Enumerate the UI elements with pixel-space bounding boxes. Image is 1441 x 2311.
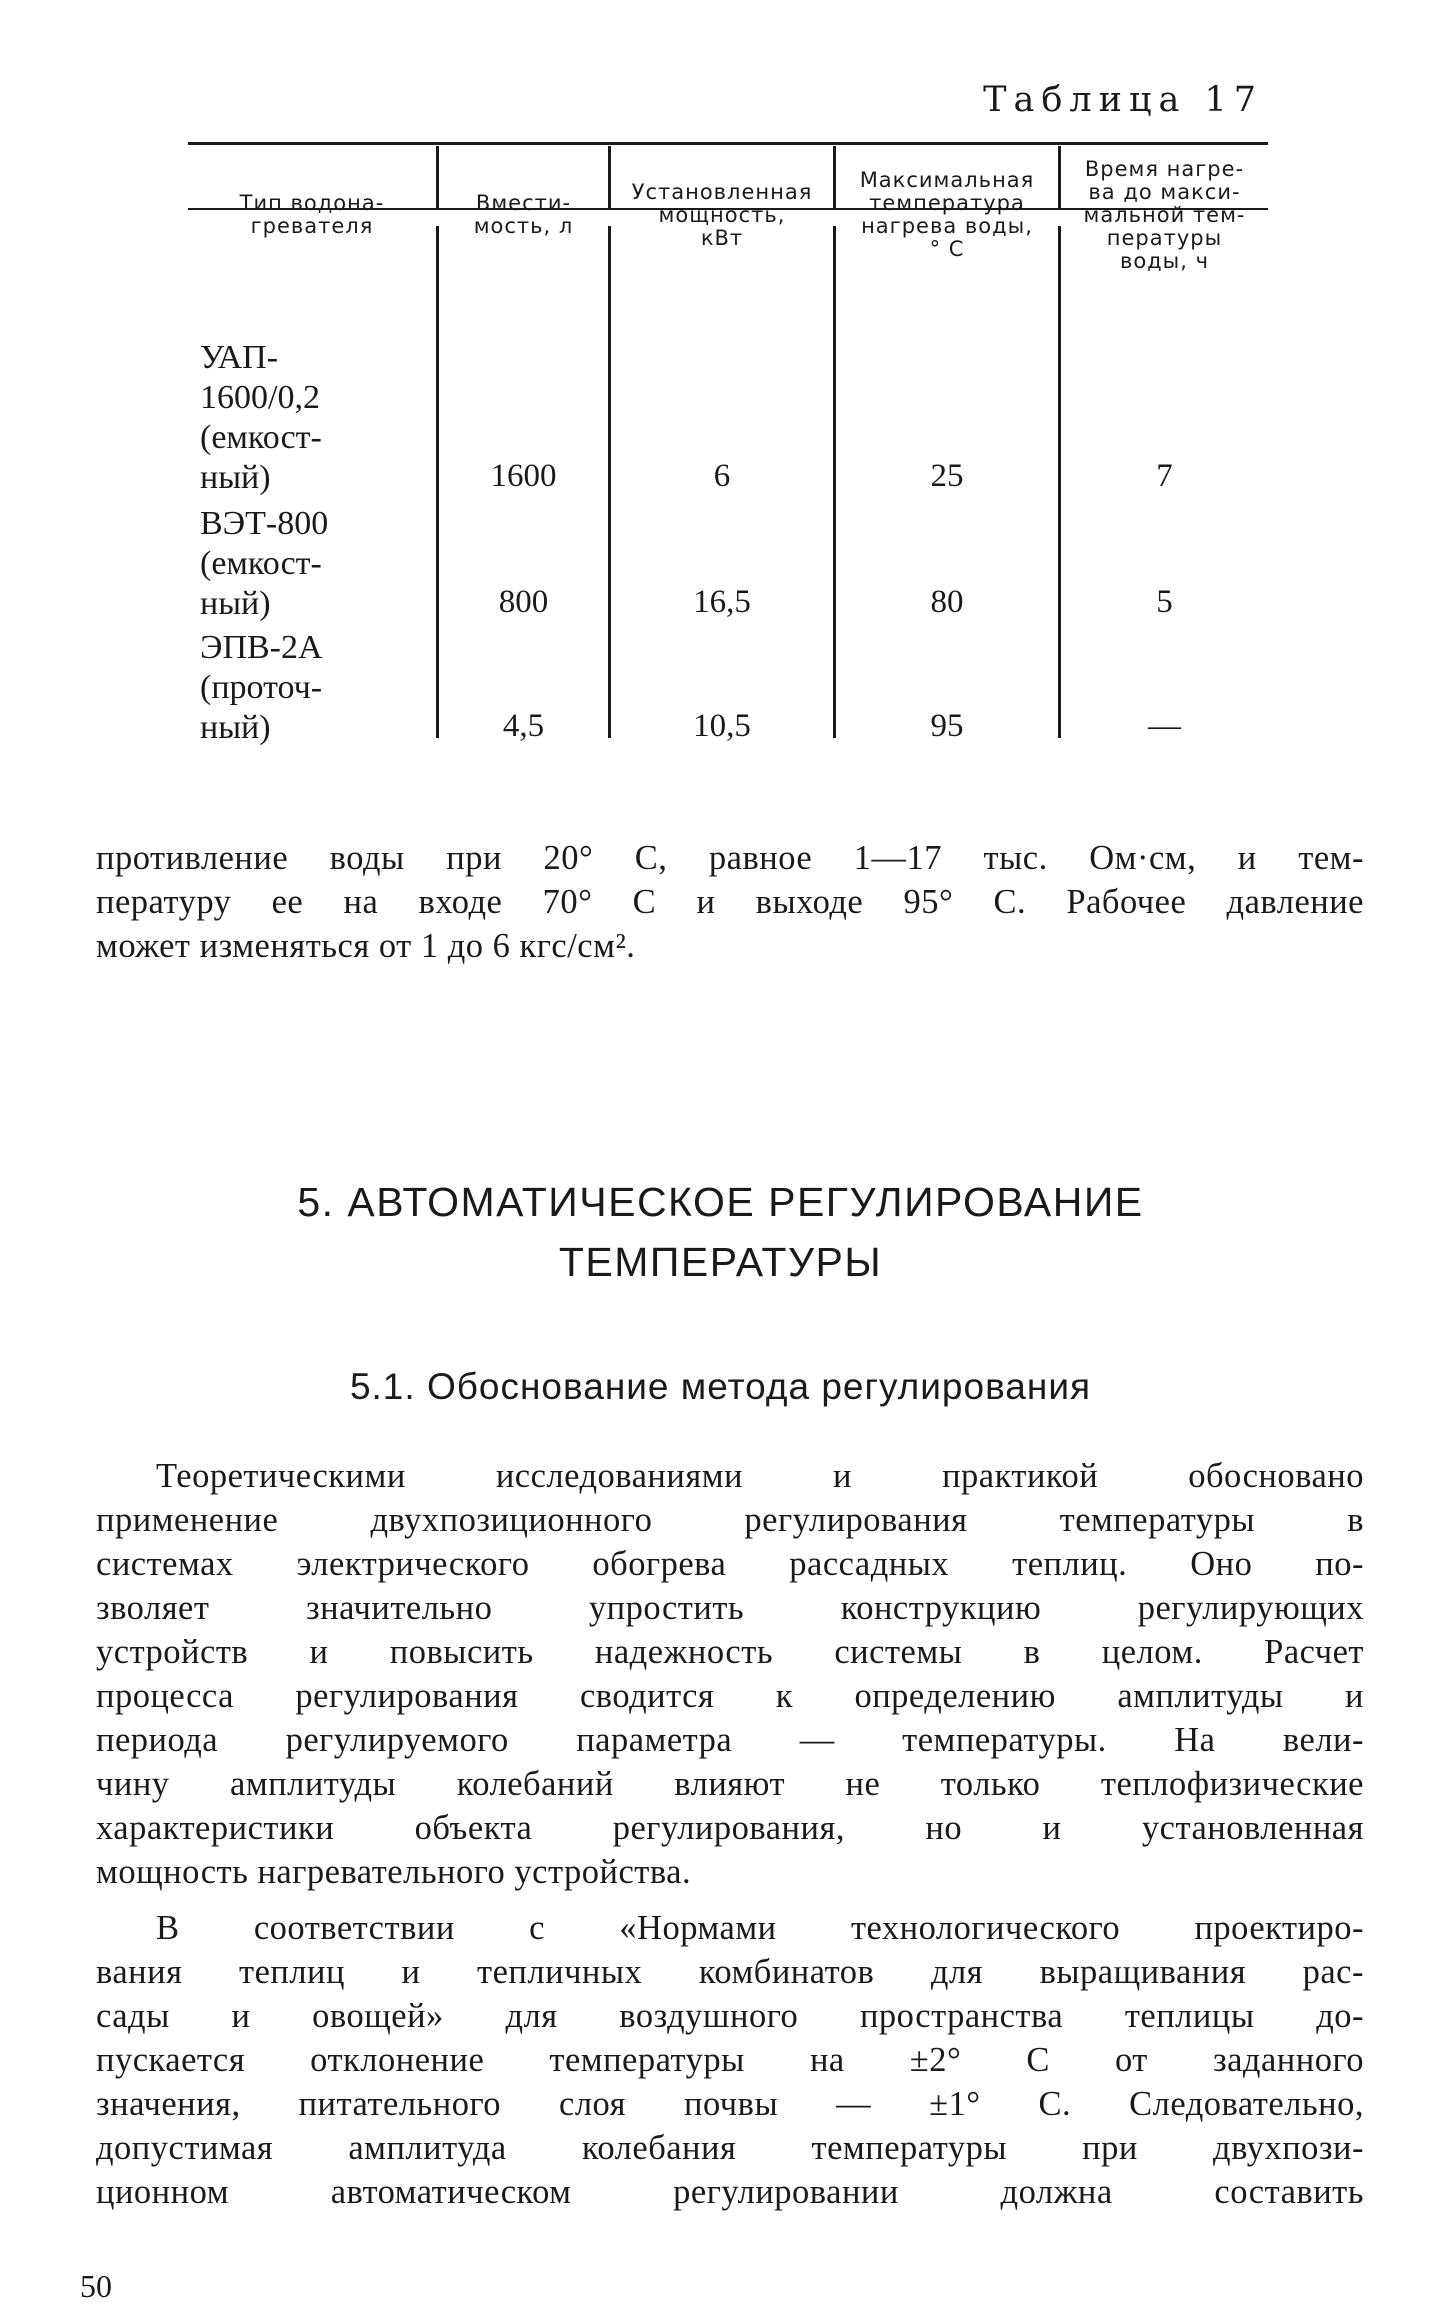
row-heat-time: 7 <box>1156 458 1173 494</box>
text-line: В соответствии с «Нормами технологического проектиро- <box>156 1909 1364 1947</box>
row-power: 16,5 <box>693 584 751 620</box>
row-type: ЭПВ-2А (проточ- ный) <box>200 629 323 746</box>
text-line: пературу ее на входе 70° С и выходе 95° С. Рабочее давление <box>96 883 1364 921</box>
table-top-rule <box>188 142 1268 145</box>
paragraph-2 <box>96 1906 1364 2214</box>
text-line: сады и овощей» для воздушного пространства теплицы до- <box>96 1997 1364 2035</box>
row-capacity: 800 <box>498 584 549 620</box>
header-power: Установленная мощность, кВт <box>631 179 813 250</box>
text-line: может изменяться от 1 до 6 кгс/см². <box>96 927 636 965</box>
text-line: системах электрического обогрева рассадных теплиц. Оно по- <box>96 1545 1364 1583</box>
row-max-temp: 95 <box>930 708 964 744</box>
section-title-line: 5. АВТОМАТИЧЕСКОЕ РЕГУЛИРОВАНИЕ <box>297 1179 1144 1225</box>
text-line: пускается отклонение температуры на ±2° С от заданного <box>96 2041 1364 2079</box>
row-type: ВЭТ-800 (емкост- ный) <box>200 505 329 622</box>
text-line: периода регулируемого параметра — температуры. На вели- <box>96 1721 1364 1759</box>
text-line: устройств и повысить надежность системы в целом. Расчет <box>96 1633 1364 1671</box>
text-line: зволяет значительно упростить конструкцию регулирующих <box>96 1589 1364 1627</box>
page-number: 50 <box>80 2268 112 2304</box>
row-heat-time: 5 <box>1156 584 1173 620</box>
paragraph-continuation <box>96 836 1364 968</box>
text-line: вания теплиц и тепличных комбинатов для выращивания рас- <box>96 1953 1364 1991</box>
section-title-line: ТЕМПЕРАТУРЫ <box>558 1239 883 1285</box>
text-line: ционном автоматическом регулировании должна составить <box>96 2173 1364 2211</box>
subsection-title: 5.1. Обоснование метода регулирования <box>349 1366 1092 1407</box>
paragraph-1 <box>96 1454 1364 1894</box>
text-line: Теоретическими исследованиями и практикой обосновано <box>156 1457 1364 1495</box>
text-line: процесса регулирования сводится к определению амплитуды и <box>96 1677 1364 1715</box>
row-capacity: 1600 <box>490 458 557 494</box>
row-type: УАП- 1600/0,2 (емкост- ный) <box>200 339 322 496</box>
row-power: 6 <box>713 458 731 494</box>
header-max-temp: Максимальная температура нагрева воды, ° С <box>859 168 1035 261</box>
row-max-temp: 80 <box>930 584 964 620</box>
water-heater-table <box>188 142 1268 746</box>
text-line: чину амплитуды колебаний влияют не только теплофизические <box>96 1765 1364 1803</box>
row-max-temp: 25 <box>930 458 964 494</box>
row-heat-time: — <box>1148 708 1181 744</box>
text-line: мощность нагревательного устройства. <box>96 1853 692 1891</box>
text-line: характеристики объекта регулирования, но и установленная <box>96 1809 1364 1847</box>
text-line: противление воды при 20° С, равное 1—17 тыс. Ом·см, и тем- <box>96 839 1364 877</box>
header-heat-time: Время нагре- ва до макси- мальной тем- пературы воды, ч <box>1083 156 1246 273</box>
section-title <box>0 1172 1441 1292</box>
text-line: допустимая амплитуда колебания температуры при двухпози- <box>96 2129 1364 2167</box>
row-capacity: 4,5 <box>502 708 545 744</box>
header-type: Тип водона- гревателя <box>239 191 385 238</box>
text-line: значения, питательного слоя почвы — ±1° С. Следовательно, <box>96 2085 1364 2123</box>
text-line: применение двухпозиционного регулирования температуры в <box>96 1501 1364 1539</box>
header-capacity: Вмести- мость, л <box>473 191 574 238</box>
row-power: 10,5 <box>693 708 751 744</box>
table-caption: Таблица 17 <box>983 80 1263 120</box>
